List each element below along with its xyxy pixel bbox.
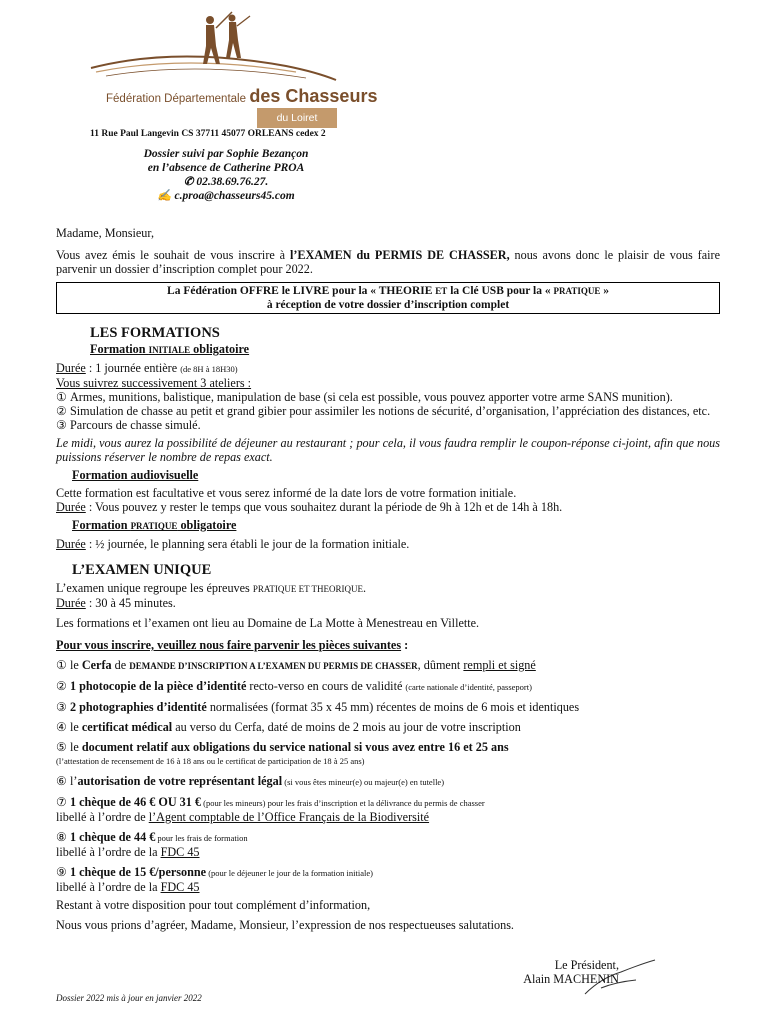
piece-4: ④ le certificat médical au verso du Cerfa, daté de moins de 2 mois au jour de votre inscription [56,720,521,734]
atelier-3: ③ Parcours de chasse simulé. [56,418,201,432]
closing-line-1: Restant à votre disposition pour tout complément d’information, [56,898,371,912]
atelier-1: ① Armes, munitions, balistique, manipulation de base (si cela est possible, vous pouvez apporter votre arme SANS munition). [56,390,673,404]
piece-8: ⑧ 1 chèque de 44 € pour les frais de formation [56,830,248,844]
piece-7: ⑦ 1 chèque de 46 € OU 31 € (pour les mineurs) pour les frais d’inscription et la délivrance du permis de chasser [56,795,485,809]
examen-title: L’EXAMEN UNIQUE [72,562,212,578]
pieces-title: Pour vous inscrire, veuillez nous faire parvenir les pièces suivantes : [56,638,409,652]
atelier-2: ② Simulation de chasse au petit et grand gibier pour assimiler les notions de sécurité, d’organisation, l’appréciation des distances, etc. [56,404,711,418]
federation-name: Fédération Départementale des Chasseurs [106,86,378,106]
intro-paragraph: Vous avez émis le souhait de vous inscrire à l’EXAMEN du PERMIS DE CHASSER, nous avons donc le plaisir de vous faire parvenir un dossier d’inscription complet pour 2022. [56,248,720,276]
formation-audiovisuelle-title: Formation audiovisuelle [72,468,199,482]
contact-block: Dossier suivi par Sophie Bezançon en l’absence de Catherine PROA ✆ 02.38.69.76.27. ✍ c.proa@chasseurs45.com [143,148,309,202]
letter-body: Madame, Monsieur, Vous avez émis le souhait de vous inscrire à l’EXAMEN du PERMIS DE CHASSER, nous avons donc le plaisir de vous faire parvenir un dossier d’inscription complet pour 2022. La Fédération OFFRE le LIVRE pour la « THEORIE ET la Clé USB pour la « PRATIQUE » à réception de votre dossier d’inscription complet LES FORMATIONS Formation INITIALE obligatoire Durée : 1 journée entière (de 8H à 18H30) Vous suivrez successivement 3 ateliers : ① Armes, munitions, balistique, manipulation de base (si cela est possible, vous pouvez apporter votre arme SANS munition). ② Simulation de chasse au petit et grand gibier pour assimiler les notions de sécurité, d’organisation, l’appréciation des distances, etc. ③ Parcours de chasse simulé. Le midi, vous aurez la possibilité de déjeuner au restaurant ; pour cela, il vous faudra remplir le coupon-réponse ci-joint, afin que nous puissions réserver le nombre de repas exact. Formation audiovisuelle Cette formation est facultative et vous serez informé de la date lors de votre formation initiale. Durée : Vous pouvez y rester le temps que vous souhaitez durant la période de 9h à 12h et de 14h à 18h. Formation PRATIQUE obligatoire Durée : ½ journée, le planning sera établi le jour de la formation initiale. L’EXAMEN UNIQUE L’examen unique regroupe les épreuves PRATIQUE ET THEORIQUE. Durée : 30 à 45 minutes. Les formations et l’examen ont lieu au Domaine de La Motte à Menestreau en Villette. Pour vous inscrire, veuillez nous faire parvenir les pièces suivantes : ① le Cerfa de DEMANDE D’INSCRIPTION A L’EXAMEN DU PERMIS DE CHASSER, dûment rempli et signé ② 1 photocopie de la pièce d’identité recto-verso en cours de validité (carte nationale d’identité, passeport) ③ 2 photographies d’identité normalisées (format 35 x 45 mm) récentes de moins de 6 mois et identiques ④ le certificat médical au verso du Cerfa, daté de moins de 2 mois au jour de votre inscription ⑤ le document relatif aux obligations du service national si vous avez entre 16 et 25 ans (l’attestation de recensement de 16 à 18 ans ou le certificat de participation de 18 à 25 ans) ⑥ l’autorisation de votre représentant légal (si vous êtes mineur(e) ou majeur(e) en tutelle) ⑦ 1 chèque de 46 € OU 31 € (pour les mineurs) pour les frais d’inscription et la délivrance du permis de chasser libellé à l’ordre de l’Agent comptable de l’Office Français de la Biodiversité ⑧ 1 chèque de 44 € pour les frais de formation libellé à l’ordre de la FDC 45 ⑨ 1 chèque de 15 €/personne (pour le déjeuner le jour de la formation initiale) libellé à l’ordre de la FDC 45 Restant à votre disposition pour tout complément d’information, Nous vous prions d’agréer, Madame, Monsieur, l’expression de nos respectueuses salutations. [56,226,720,932]
piece-5: ⑤ le document relatif aux obligations du service national si vous avez entre 16 et 25 ans [56,740,509,754]
greeting: Madame, Monsieur, [56,226,155,240]
signature-block: Le Président, Alain MACHENIN [523,958,619,986]
piece-3: ③ 2 photographies d’identité normalisées (format 35 x 45 mm) récentes de moins de 6 mois et identiques [56,700,580,714]
footer-note: Dossier 2022 mis à jour en janvier 2022 [56,993,202,1003]
piece-9: ⑨ 1 chèque de 15 €/personne (pour le déjeuner le jour de la formation initiale) [56,865,373,879]
hunters-logo [86,6,346,86]
midi-note: Le midi, vous aurez la possibilité de déjeuner au restaurant ; pour cela, il vous faudra remplir le coupon-réponse ci-joint, afin que nous puissions réserver le nombre de repas exact. [56,436,720,464]
letterhead [56,0,720,202]
offer-box: La Fédération OFFRE le LIVRE pour la « THEORIE ET la Clé USB pour la « PRATIQUE » à réception de votre dossier d’inscription complet [56,282,720,314]
document-page [56,0,720,1003]
address: 11 Rue Paul Langevin CS 37711 45077 ORLEANS cedex 2 [90,129,326,139]
piece-2: ② 1 photocopie de la pièce d’identité recto-verso en cours de validité (carte nationale d’identité, passeport) [56,679,532,693]
department-badge: du Loiret [257,108,337,128]
ateliers-intro: Vous suivrez successivement 3 ateliers : [56,376,252,390]
email-icon: ✍ [157,190,172,202]
phone-number: 02.38.69.76.27. [196,176,269,188]
formation-initiale-title: Formation INITIALE obligatoire [90,342,250,356]
formations-title: LES FORMATIONS [90,325,220,341]
phone-icon: ✆ [183,176,194,188]
piece-6: ⑥ l’autorisation de votre représentant légal (si vous êtes mineur(e) ou majeur(e) en tutelle) [56,774,445,788]
email-address[interactable]: c.proa@chasseurs45.com [174,190,295,202]
piece-1: ① le Cerfa de DEMANDE D’INSCRIPTION A L’EXAMEN DU PERMIS DE CHASSER, dûment rempli et signé [56,658,536,672]
formation-pratique-title: Formation PRATIQUE obligatoire [72,518,237,532]
closing-line-2: Nous vous prions d’agréer, Madame, Monsieur, l’expression de nos respectueuses salutations. [56,918,514,932]
